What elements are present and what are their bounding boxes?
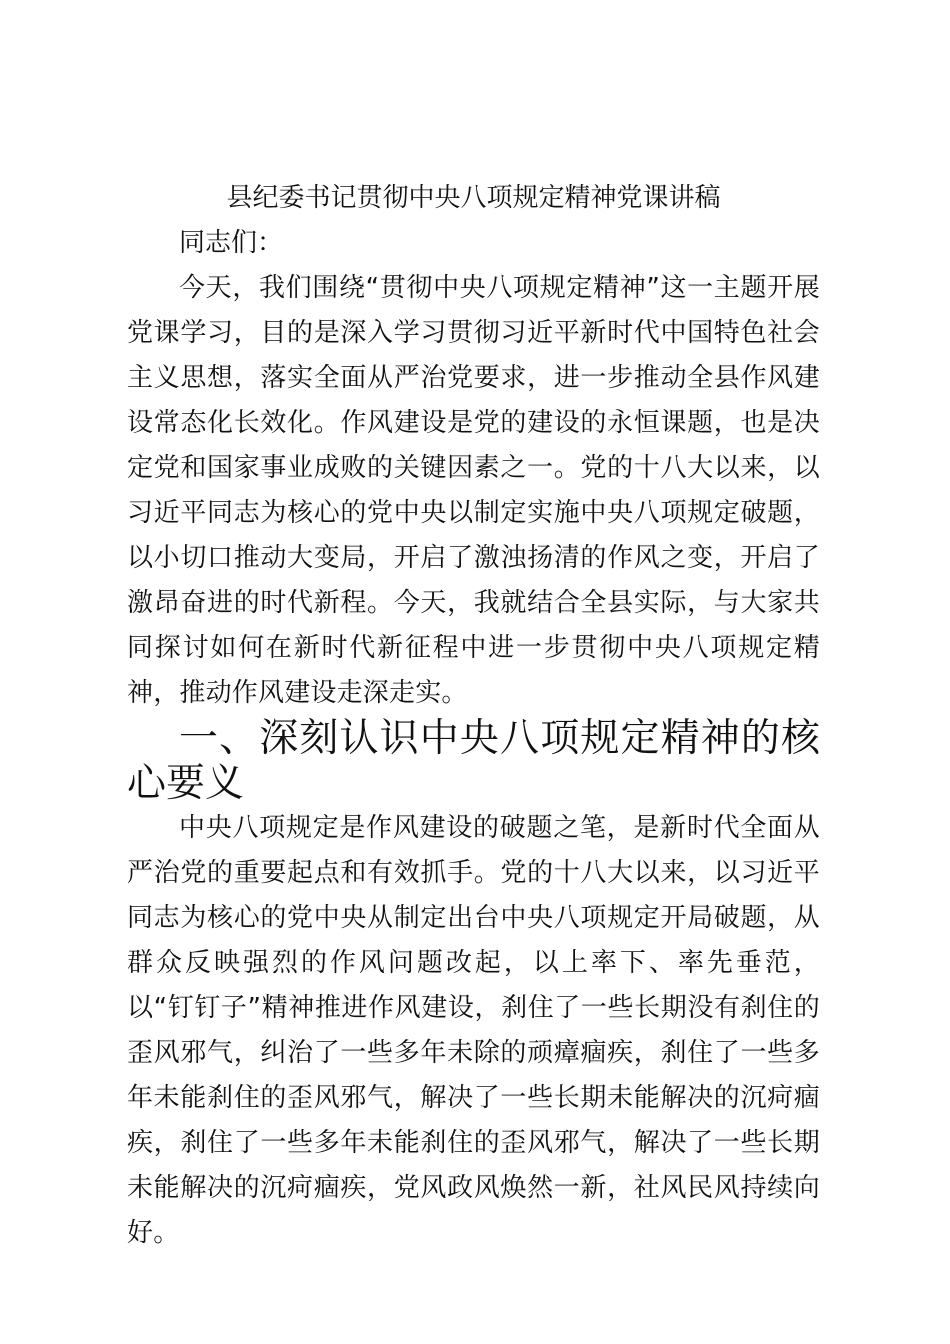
intro-paragraph: 今天，我们围绕“贯彻中央八项规定精神”这一主题开展党课学习，目的是深入学习贯彻习近平新时代中国特色社会主义思想，落实全面从严治党要求，进一步推动全县作风建设常态化长效化。作风建设是党的建设的永恒课题，也是决定党和国家事业成败的关键因素之一。党的十八大以来，以习近平同志为核心的党中央以制定实施中央八项规定破题，以小切口推动大变局，开启了激浊扬清的作风之变，开启了激昂奋进的时代新程。今天，我就结合全县实际，与大家共同探讨如何在新时代新征程中进一步贯彻中央八项规定精神，推动作风建设走深走实。 bbox=[127, 273, 820, 708]
section-paragraph: 中央八项规定是作风建设的破题之笔，是新时代全面从严治党的重要起点和有效抓手。党的十八大以来，以习近平同志为核心的党中央从制定出台中央八项规定开局破题，从群众反映强烈的作风问题改起，以上率下、率先垂范，以“钉钉子”精神推进作风建设，刹住了一些长期没有刹住的歪风邪气，纠治了一些多年未除的顽瘴痼疾，刹住了一些多年未能刹住的歪风邪气，解决了一些长期未能解决的沉疴痼疾，刹住了一些多年未能刹住的歪风邪气，解决了一些长期未能解决的沉疴痼疾，党风政风焕然一新，社风民风持续向好。 bbox=[127, 813, 820, 1248]
salutation: 同志们： bbox=[179, 228, 284, 258]
section-heading: 一、深刻认识中央八项规定精神的核心要义 bbox=[127, 716, 820, 806]
document-title: 县纪委书记贯彻中央八项规定精神党课讲稿 bbox=[226, 183, 721, 213]
document-body bbox=[127, 176, 820, 1256]
